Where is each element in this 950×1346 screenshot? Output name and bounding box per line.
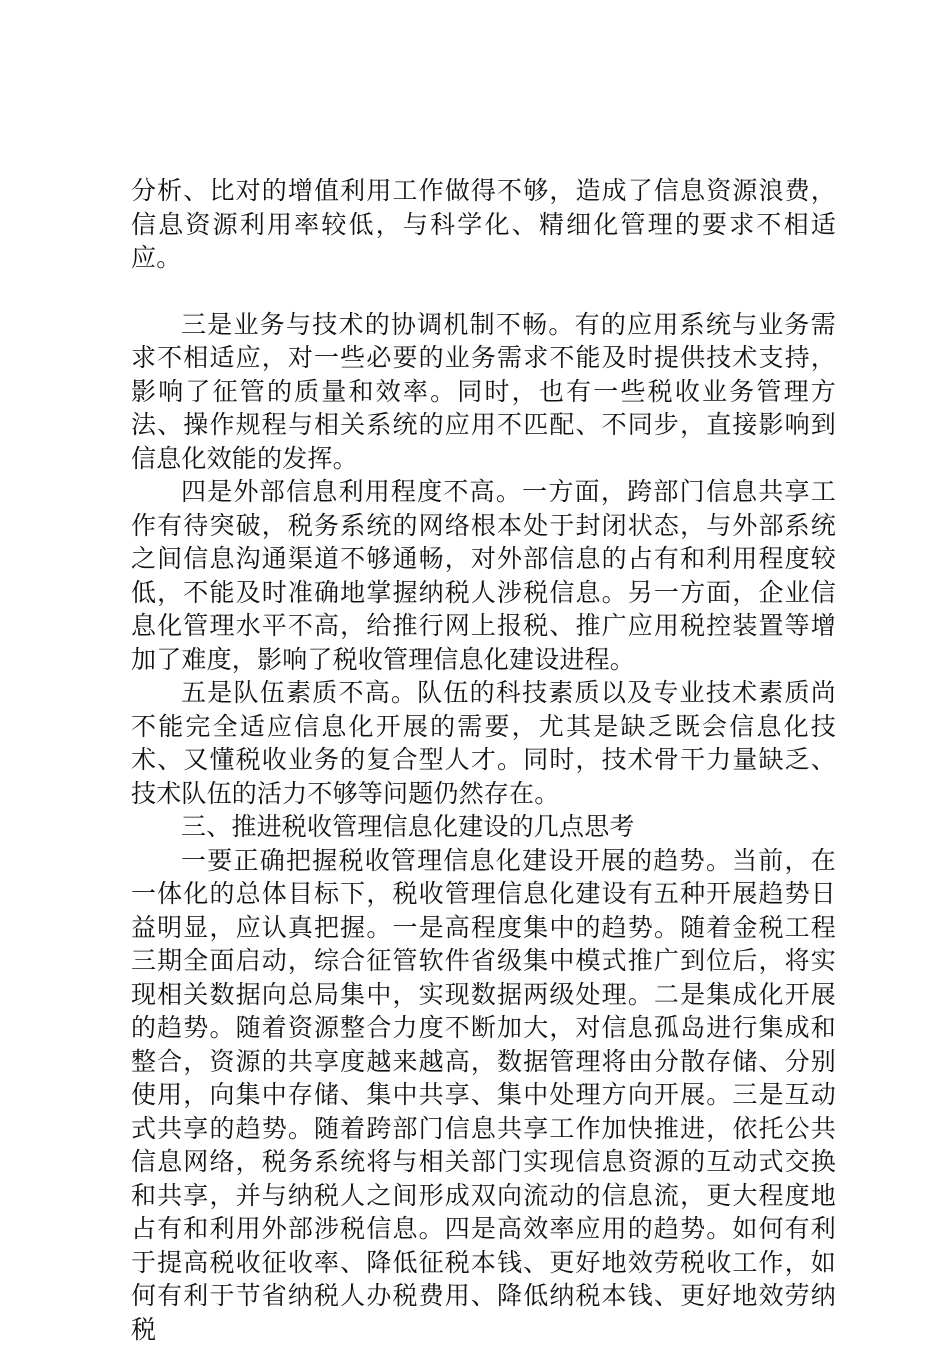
document-body (131, 174, 836, 1346)
section-heading: 三、推进税收管理信息化建设的几点思考 (131, 810, 836, 844)
paragraph-continuation: 分析、比对的增值利用工作做得不够，造成了信息资源浪费，信息资源利用率较低，与科学化、精细化管理的要求不相适应。 (131, 174, 836, 275)
paragraph-trends: 一要正确把握税收管理信息化建设开展的趋势。当前，在一体化的总体目标下，税收管理信息化建设有五种开展趋势日益明显，应认真把握。一是高程度集中的趋势。随着金税工程三期全面启动，综合征管软件省级集中模式推广到位后，将实现相关数据向总局集中，实现数据两级处理。二是集成化开展的趋势。随着资源整合力度不断加大，对信息孤岛进行集成和整合，资源的共享度越来越高，数据管理将由分散存储、分别使用，向集中存储、集中共享、集中处理方向开展。三是互动式共享的趋势。随着跨部门信息共享工作加快推进，依托公共信息网络，税务系统将与相关部门实现信息资源的互动式交换和共享，并与纳税人之间形成双向流动的信息流，更大程度地占有和利用外部涉税信息。四是高效率应用的趋势。如何有利于提高税收征收率、降低征税本钱、更好地效劳税收工作，如何有利于节省纳税人办税费用、降低纳税本钱、更好地效劳纳税 (131, 844, 836, 1346)
paragraph-point-five: 五是队伍素质不高。队伍的科技素质以及专业技术素质尚不能完全适应信息化开展的需要，尤其是缺乏既会信息化技术、又懂税收业务的复合型人才。同时，技术骨干力量缺乏、技术队伍的活力不够等问题仍然存在。 (131, 676, 836, 810)
paragraph-point-three: 三是业务与技术的协调机制不畅。有的应用系统与业务需求不相适应，对一些必要的业务需求不能及时提供技术支持，影响了征管的质量和效率。同时，也有一些税收业务管理方法、操作规程与相关系统的应用不匹配、不同步，直接影响到信息化效能的发挥。 (131, 308, 836, 476)
paragraph-point-four: 四是外部信息利用程度不高。一方面，跨部门信息共享工作有待突破，税务系统的网络根本处于封闭状态，与外部系统之间信息沟通渠道不够通畅，对外部信息的占有和利用程度较低，不能及时准确地掌握纳税人涉税信息。另一方面，企业信息化管理水平不高，给推行网上报税、推广应用税控装置等增加了难度，影响了税收管理信息化建设进程。 (131, 475, 836, 676)
